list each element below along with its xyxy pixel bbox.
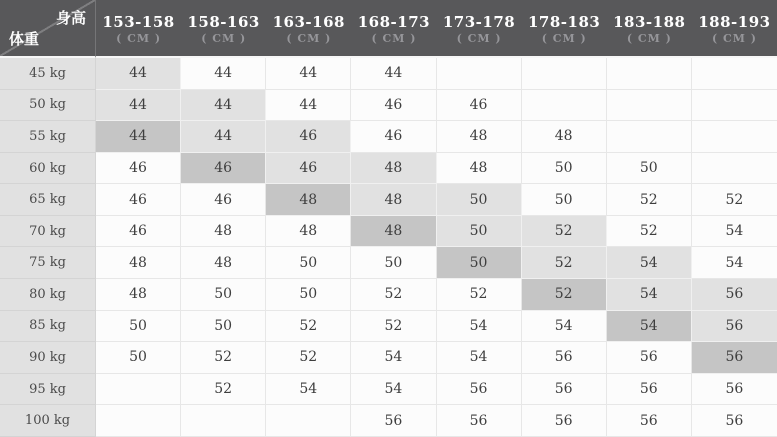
size-cell: 56 <box>351 405 436 437</box>
table-row-85-kg <box>0 311 777 343</box>
size-cell: 50 <box>522 153 607 185</box>
table-row-100-kg <box>0 405 777 437</box>
table-row-75-kg <box>0 247 777 279</box>
size-cell: 44 <box>266 90 351 122</box>
size-cell: 46 <box>437 90 522 122</box>
size-cell: 54 <box>266 374 351 406</box>
size-cell <box>96 405 181 437</box>
height-range-label: 158-163 <box>187 12 260 31</box>
size-cell: 44 <box>266 58 351 90</box>
size-cell: 46 <box>351 121 436 153</box>
size-cell: 52 <box>351 311 436 343</box>
size-cell: 46 <box>351 90 436 122</box>
size-cell: 56 <box>522 405 607 437</box>
size-cell: 44 <box>96 90 181 122</box>
weight-axis-label: 体重 <box>9 30 40 48</box>
size-cell: 56 <box>437 405 522 437</box>
weight-row-header: 85 kg <box>0 311 96 343</box>
table-row-80-kg <box>0 279 777 311</box>
size-cell: 52 <box>522 247 607 279</box>
size-chart-body <box>0 58 777 437</box>
size-cell <box>96 374 181 406</box>
size-cell: 52 <box>266 311 351 343</box>
height-col-header-168-173 <box>351 0 436 58</box>
size-cell: 44 <box>181 58 266 90</box>
table-row-45-kg <box>0 58 777 90</box>
height-unit-label: ( CM ) <box>201 31 247 45</box>
size-cell: 46 <box>96 216 181 248</box>
size-cell: 50 <box>266 279 351 311</box>
weight-row-header: 65 kg <box>0 184 96 216</box>
size-cell: 48 <box>351 184 436 216</box>
size-chart-header <box>0 0 777 58</box>
weight-row-header: 95 kg <box>0 374 96 406</box>
size-cell: 54 <box>522 311 607 343</box>
size-cell: 44 <box>181 121 266 153</box>
table-row-95-kg <box>0 374 777 406</box>
header-row <box>0 0 777 58</box>
size-cell: 50 <box>96 311 181 343</box>
size-cell: 48 <box>96 279 181 311</box>
table-row-90-kg <box>0 342 777 374</box>
size-cell: 50 <box>96 342 181 374</box>
size-cell: 54 <box>692 247 777 279</box>
size-cell <box>692 153 777 185</box>
size-cell: 48 <box>266 216 351 248</box>
size-cell <box>181 405 266 437</box>
height-unit-label: ( CM ) <box>286 31 332 45</box>
weight-row-header: 90 kg <box>0 342 96 374</box>
table-row-55-kg <box>0 121 777 153</box>
size-cell <box>266 405 351 437</box>
size-cell: 50 <box>522 184 607 216</box>
weight-row-header: 75 kg <box>0 247 96 279</box>
size-cell <box>437 58 522 90</box>
height-unit-label: ( CM ) <box>371 31 417 45</box>
corner-header-cell <box>0 0 96 58</box>
size-cell: 46 <box>181 153 266 185</box>
size-cell <box>607 58 692 90</box>
size-cell <box>692 90 777 122</box>
size-cell: 54 <box>351 342 436 374</box>
size-cell: 52 <box>692 184 777 216</box>
size-cell: 56 <box>692 311 777 343</box>
size-cell: 56 <box>692 374 777 406</box>
size-cell: 52 <box>522 216 607 248</box>
size-cell: 52 <box>181 342 266 374</box>
size-cell: 56 <box>522 374 607 406</box>
size-cell: 50 <box>437 247 522 279</box>
size-cell: 54 <box>351 374 436 406</box>
size-cell: 56 <box>607 342 692 374</box>
height-unit-label: ( CM ) <box>711 31 757 45</box>
size-cell: 44 <box>181 90 266 122</box>
height-col-header-153-158 <box>96 0 181 58</box>
size-cell: 52 <box>522 279 607 311</box>
size-cell <box>522 90 607 122</box>
size-cell: 56 <box>692 405 777 437</box>
size-cell: 44 <box>351 58 436 90</box>
size-cell: 52 <box>607 184 692 216</box>
size-cell: 50 <box>351 247 436 279</box>
size-cell: 52 <box>181 374 266 406</box>
size-cell <box>607 121 692 153</box>
table-row-65-kg <box>0 184 777 216</box>
size-cell: 50 <box>607 153 692 185</box>
table-row-70-kg <box>0 216 777 248</box>
size-cell: 54 <box>607 311 692 343</box>
size-cell: 46 <box>96 153 181 185</box>
size-cell: 52 <box>437 279 522 311</box>
size-cell: 52 <box>266 342 351 374</box>
size-cell: 48 <box>181 247 266 279</box>
height-unit-label: ( CM ) <box>626 31 672 45</box>
weight-row-header: 70 kg <box>0 216 96 248</box>
height-axis-label: 身高 <box>55 9 86 27</box>
height-range-label: 173-178 <box>442 12 516 31</box>
height-range-label: 163-168 <box>272 12 345 31</box>
table-row-60-kg <box>0 153 777 185</box>
size-cell: 48 <box>181 216 266 248</box>
size-cell: 44 <box>96 58 181 90</box>
height-col-header-178-183 <box>522 0 607 58</box>
size-cell: 56 <box>437 374 522 406</box>
weight-row-header: 60 kg <box>0 153 96 185</box>
size-cell: 48 <box>351 153 436 185</box>
size-cell: 46 <box>96 184 181 216</box>
size-cell: 48 <box>522 121 607 153</box>
size-cell: 46 <box>266 153 351 185</box>
height-range-label: 188-193 <box>698 12 771 31</box>
size-cell <box>607 90 692 122</box>
size-cell: 54 <box>437 342 522 374</box>
size-cell: 48 <box>351 216 436 248</box>
size-cell <box>522 58 607 90</box>
size-cell: 50 <box>437 184 522 216</box>
size-cell: 54 <box>437 311 522 343</box>
size-cell: 54 <box>692 216 777 248</box>
height-col-header-158-163 <box>181 0 266 58</box>
height-col-header-188-193 <box>692 0 777 58</box>
height-col-header-163-168 <box>266 0 351 58</box>
weight-row-header: 50 kg <box>0 90 96 122</box>
size-cell: 52 <box>607 216 692 248</box>
size-cell: 52 <box>351 279 436 311</box>
size-cell <box>692 121 777 153</box>
size-cell: 48 <box>437 153 522 185</box>
size-cell: 46 <box>266 121 351 153</box>
size-cell: 48 <box>266 184 351 216</box>
weight-row-header: 100 kg <box>0 405 96 437</box>
height-col-header-183-188 <box>607 0 692 58</box>
height-unit-label: ( CM ) <box>116 31 162 45</box>
height-col-header-173-178 <box>437 0 522 58</box>
height-range-label: 178-183 <box>528 12 601 31</box>
height-unit-label: ( CM ) <box>456 31 502 45</box>
size-cell: 54 <box>607 247 692 279</box>
size-cell: 56 <box>607 374 692 406</box>
size-cell: 56 <box>522 342 607 374</box>
size-cell: 54 <box>607 279 692 311</box>
size-cell <box>692 58 777 90</box>
table-row-50-kg <box>0 90 777 122</box>
size-cell: 50 <box>266 247 351 279</box>
size-cell: 44 <box>96 121 181 153</box>
size-cell: 48 <box>96 247 181 279</box>
size-cell: 46 <box>181 184 266 216</box>
size-cell: 56 <box>692 342 777 374</box>
size-cell: 50 <box>181 279 266 311</box>
size-cell: 48 <box>437 121 522 153</box>
height-range-label: 153-158 <box>102 12 175 31</box>
size-cell: 50 <box>181 311 266 343</box>
size-cell: 56 <box>692 279 777 311</box>
weight-row-header: 80 kg <box>0 279 96 311</box>
height-range-label: 168-173 <box>357 12 431 31</box>
height-range-label: 183-188 <box>613 12 686 31</box>
size-cell: 50 <box>437 216 522 248</box>
weight-row-header: 45 kg <box>0 58 96 90</box>
weight-row-header: 55 kg <box>0 121 96 153</box>
size-cell: 56 <box>607 405 692 437</box>
height-unit-label: ( CM ) <box>541 31 587 45</box>
